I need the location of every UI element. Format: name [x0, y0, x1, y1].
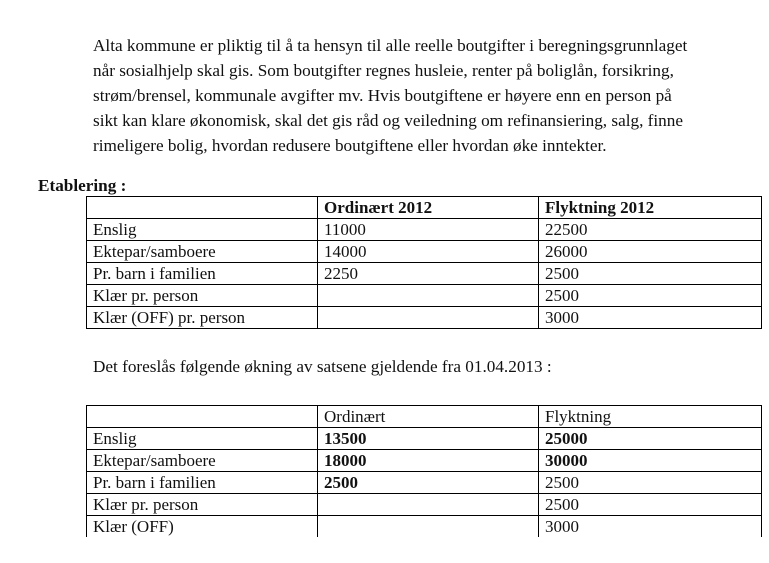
intro-line: strøm/brensel, kommunale avgifter mv. Hvis boutgiftene er høyere enn en person på	[93, 86, 672, 105]
table-header-cell	[87, 406, 318, 428]
row-label: Pr. barn i familien	[87, 263, 318, 285]
table-header-cell	[87, 197, 318, 219]
table-cell: 3000	[539, 516, 762, 538]
table-cell: 2500	[539, 472, 762, 494]
intro-line: Alta kommune er pliktig til å ta hensyn til alle reelle boutgifter i beregningsgrunnlaget	[93, 36, 688, 55]
table-row	[87, 307, 762, 329]
table-cell: 18000	[318, 450, 539, 472]
table-cell: 2500	[539, 263, 762, 285]
table-header-cell: Flyktning 2012	[539, 197, 762, 219]
table-cell: 2500	[539, 285, 762, 307]
table-header-row	[87, 197, 762, 219]
table-header-row	[87, 406, 762, 428]
table-cell: 13500	[318, 428, 539, 450]
table-row	[87, 428, 762, 450]
table-header-cell: Flyktning	[539, 406, 762, 428]
table-cell	[318, 516, 539, 538]
table-cell: 11000	[318, 219, 539, 241]
table-cell	[318, 494, 539, 516]
table-cell: 30000	[539, 450, 762, 472]
row-label: Klær (OFF) pr. person	[87, 307, 318, 329]
row-label: Klær (OFF)	[87, 516, 318, 538]
table-row	[87, 241, 762, 263]
row-label: Enslig	[87, 428, 318, 450]
table-row	[87, 516, 762, 538]
table-header-cell: Ordinært 2012	[318, 197, 539, 219]
table-row	[87, 472, 762, 494]
table-cell	[318, 285, 539, 307]
table-cell: 25000	[539, 428, 762, 450]
row-label: Klær pr. person	[87, 285, 318, 307]
table-cell: 2500	[318, 472, 539, 494]
table-cell: 26000	[539, 241, 762, 263]
section-heading: Etablering :	[38, 176, 127, 195]
table-cell	[318, 307, 539, 329]
intro-line: rimeligere bolig, hvordan redusere boutgiftene eller hvordan øke inntekter.	[93, 136, 607, 155]
intro-line: når sosialhjelp skal gis. Som boutgifter regnes husleie, renter på boliglån, forsikring,	[93, 61, 674, 80]
table-row	[87, 285, 762, 307]
table-row	[87, 263, 762, 285]
row-label: Enslig	[87, 219, 318, 241]
row-label: Ektepar/samboere	[87, 450, 318, 472]
row-label: Klær pr. person	[87, 494, 318, 516]
table-row	[87, 494, 762, 516]
intro-line: sikt kan klare økonomisk, skal det gis råd og veiledning om refinansiering, salg, finne	[93, 111, 683, 130]
table-cell: 22500	[539, 219, 762, 241]
proposal-text: Det foreslås følgende økning av satsene gjeldende fra 01.04.2013 :	[93, 357, 552, 376]
proposed-rates-table	[86, 405, 762, 537]
table-cell: 2500	[539, 494, 762, 516]
table-row	[87, 219, 762, 241]
table-cell: 14000	[318, 241, 539, 263]
table-cell: 3000	[539, 307, 762, 329]
row-label: Ektepar/samboere	[87, 241, 318, 263]
row-label: Pr. barn i familien	[87, 472, 318, 494]
table-row	[87, 450, 762, 472]
rates-2012-table	[86, 196, 762, 329]
table-header-cell: Ordinært	[318, 406, 539, 428]
table-cell: 2250	[318, 263, 539, 285]
